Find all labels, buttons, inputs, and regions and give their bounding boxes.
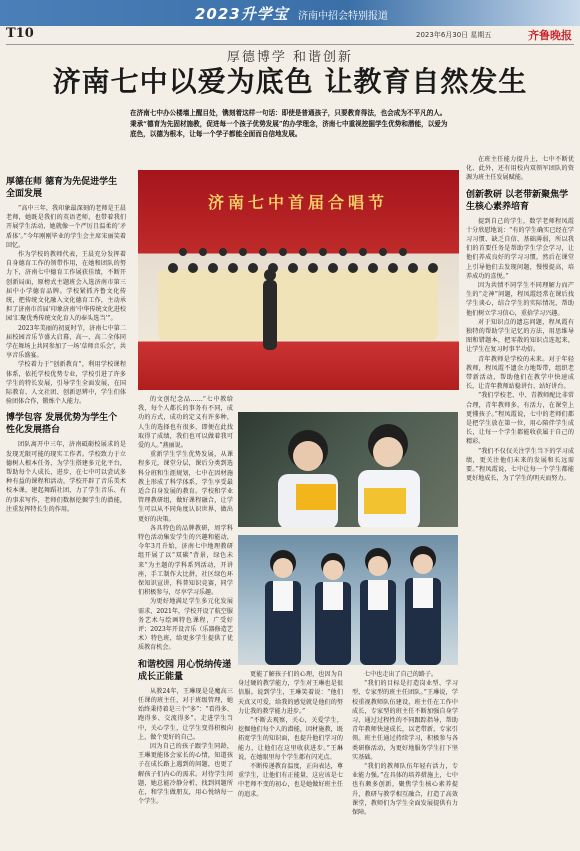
top-banner [0,0,580,26]
header-divider [6,44,574,45]
column-1 [6,170,126,846]
banner-subtitle: 济南中招会特别报道 [298,11,388,22]
paragraph: 各具特色的品牌教研，周学科特色活动集发学生的兴趣和能动，今年3月升始，济南七中地理教研组开展了以“双碳”背景，绿色未来“为主题的学科系列活动，开讲座，手工制作大比拼，社区绿色环保知识宣讲，科普知识竞赛，同学们积极参与，尽享学习乐趣。 [138,524,233,597]
paragraph: 因为共情不同学生不同理解力而产生的“走神”问题，程凤霞经常在课后找学生谈心，结合学生的实际情况，帮助他们树立学习信心，重拾学习兴趣。 [466,282,574,317]
paragraph: 团队离开中三年，济南砥砺校展求的是发现无限可能的现实工作者。学校致力于立德树人根本任务，为学生搭建多元化平台，帮助每个人成长，进步，在七中可以尝试多种有益的课程和活动，学校开辟了音乐美术校本课，建起舞蹈社团，力了学生音乐、有的事求写作，老师们数据挖掘学生的潜能，注重发挥特长生的作用。 [6,441,126,513]
choir-photo [138,170,459,390]
section-heading-1: 厚德在师 德育为先促进学生全面发展 [6,177,118,199]
paragraph: “高中三年，我印象最深刻的老师是王晨老师，她既是我们的英语老师，也带着我们开展学生活动，她就像一个严厉且温柔的‘矛盾体’。”今年刚刚毕业的学生会主席宋丽笑着回忆。 [6,205,126,249]
paragraph: 对于知识点的遗忘问题，程凤霞有独特的帮助学生记忆的方法，用思维导图和错题本，把零散的知识点连起来，让学生在复习时事半功倍。 [466,318,574,354]
paragraph: “我们的目标是打造岗业型、学习型、专家型的班主任团队。”王琳说，学校重视教师队伍建设，班主任在工作中成长，专家型的班主任不断加强自身学习，通过过程性的不同跟踪指导，帮助青年教师快速成长，以老带新，专家引领。班主任通过持续学习，积极参与各类研修活动，为更好地服务学生打下坚实基础。 [352,680,458,761]
paragraph: 在班主任能力提升上，七中不断优化、此外，还有用校内双领军团队的资源为班主任发展赋能。 [466,156,574,182]
paragraph: “我们的教师队伍年轻有活力，专业能力强。”在具体的培养措施上，七中也有颇多创新，聚焦学生核心素养提升，教研与教学相互融合，打造了高效课堂，教师们为学生全面发展提供有力保障。 [352,763,458,817]
column-3 [238,670,343,846]
paragraph: 从教24年，王琳现是是魔高三任课的班主任，对于班级管理，她始终秉持着是三个“多”：“看得多、跑得多、交流得多”。走进学生当中，关心学生，让学生变得积极向上，做个更好的自己。 [138,687,233,741]
section-heading-3: 和谐校园 用心悦纳传递成长正能量 [138,659,232,682]
paragraph: 提到自己的学生，数学老师程凤霞十分欣慰地说：“有的学生确实已经在学习习惯、缺乏自信、基础薄弱，所以我们的首要任务是帮助学生学会学习，让他们养成良好的学习习惯，然后在课堂上引导他们去发现问题，慢慢提高，培养成功的喜悦。” [466,217,574,280]
paragraph: 更能了解孩子们的心理，也因为自身过硬的教学能力，学生对王琳也是很信服。说到学生，王琳笑着说：“他们天真又可爱，给我的感觉就是他们的努力让我的教学能力进步。” [238,671,343,715]
students-group-illustration [238,535,458,665]
section-heading-2: 博学包容 发展优势为学生个性化发展搭台 [6,413,118,436]
paragraph: 青年教师是学校的未来。对于年轻教师，程凤霞不遗余力地帮带，组织老带新活动，帮助他们在教学中快速成长，让青年教师站稳讲台、站好讲台。 [466,355,574,391]
article-lead: 在济南七中办公楼墙上醒目处，镌刻着这样一句话：即使是普通孩子，只要教育得法，也会成为不平凡的人。秉承“德育为先固材施教，促进每一个孩子优势发展”的办学理念，济南七中重视挖掘学生优势和潜能，以爱为底色，以德为根本，让每一个学子都能全面而自信地发展。 [130,109,448,138]
paragraph: 的文创纪念品……“七中教给我，每个人都长的事务有不同，成功的方式，成功的定义有许多种，人生的选择也有很多，即便在此找取得了成绩，我们也可以做着我可爱的人。”燕丽说。 [138,396,233,450]
paragraph: 2023年美丽的初夏时节，济南七中第二届校园音乐节盛大启幕，高一、高二全体同学在舞场上共同参加了一场‘草师音乐会’，共享音乐盛宴。 [6,324,126,360]
paper-logo: 齐鲁晚报 [528,29,572,42]
column-4 [352,670,458,846]
issue-date: 2023年6月30日 星期五 [416,31,492,39]
paragraph: 七中也走出了自己的路子。 [364,671,438,678]
paragraph: “我们不仅仅关注学生当下的学习成绩，更关注他们未来的发展和长远需要。”程凤霞说，七中让每一个学生都能更好地成长，为了学生的明天而努力。 [466,447,574,483]
paragraph: 不断传递教育温度，正向表达，尊重学生，让他们有正能量，这应该是七中老师不变的初心，也是她做好班主任的追求。 [238,763,343,798]
article-headline: 济南七中以爱为底色 让教育自然发生 [52,65,528,98]
students-reading-photo [238,412,458,527]
banner-title: 2023升学宝 [195,5,289,23]
column-5 [466,155,574,846]
paragraph: 为更好地满足学生多元化发展需求，2021年，学校开设了航空服务艺术与绘画特色课程，广受好评；2023年开设音乐（乐器修造艺术）特色班，给更多学生提供了优质教育机会。 [138,598,233,652]
column-2 [138,395,233,846]
students-group-photo [238,535,458,665]
paragraph: 因为自己的孩子跟学生同龄，王琳更能体会家长的心情，知道孩子在成长路上遇到的问题，也更了解孩子们内心的需求。对待学生问题，她总能冷静分析，找到问题所在，和学生做朋友，用心悦纳每一个学生。 [138,742,233,806]
paragraph: 重新学生学生优势发展，从课程多元，课堂分层，课后分类到选科分班和生涯规划，七中在因材施教上形成了科学体系，学生享受最适合自身发展的教育。学校和学业管理教研组，做好课程融合，让学生可以从不同角度认识世界，做出更好的决策。 [138,451,233,523]
paragraph: “我们学校老、中、青教师配比非常合理，青年教师多，有活力，在课堂上更懂孩子。”程凤霞说，七中的老师们都是把学生放在第一位，用心陪伴学生成长，让每一个学生都能收获属于自己的精彩。 [466,392,574,446]
paragraph: “不断去观察，关心，关爱学生，挖掘他们每个人的潜能，因材施教，既拓宽学生的知识面，也提升他们学习的能力，让他们在这里收获进步。”王琳说，在她眼里每个学生都有闪光点。 [238,717,343,761]
choir-figures-illustration [148,240,448,350]
choir-banner-text: 济南七中首届合唱节 [207,193,388,212]
section-heading-4: 创新教研 以老带新聚焦学生核心素养培育 [466,189,569,212]
students-reading-illustration [238,412,458,527]
page-number: T10 [6,26,34,41]
paragraph: 学校着力于“创新教育”，利用学校课程体系，依托学校优势专业，学校引进了许多学生的特长发展，引导学生全面发展，在国际教育、人文社团、创新思辨中，学生们体验团体合作，锻炼个人能力。 [6,361,126,406]
article-subtitle: 厚德博学 和谐创新 [226,50,354,65]
paragraph: 作为学校的教师代表，王晨充分发挥着自身德育工作的领带作用，在她和团队的努力下，济南七中德育工作展获佳绩，不断开创新局面，原榜式主题班会入选济南市第三届中小学德育品牌。学校紧抓齐鲁文化传统，把传统文化融入文化德育工作，主动承担了济南市首届‘印象济南’中华传统文化进校园‘汇聚优秀传统文化育人的奉头选当’”。 [6,251,126,323]
